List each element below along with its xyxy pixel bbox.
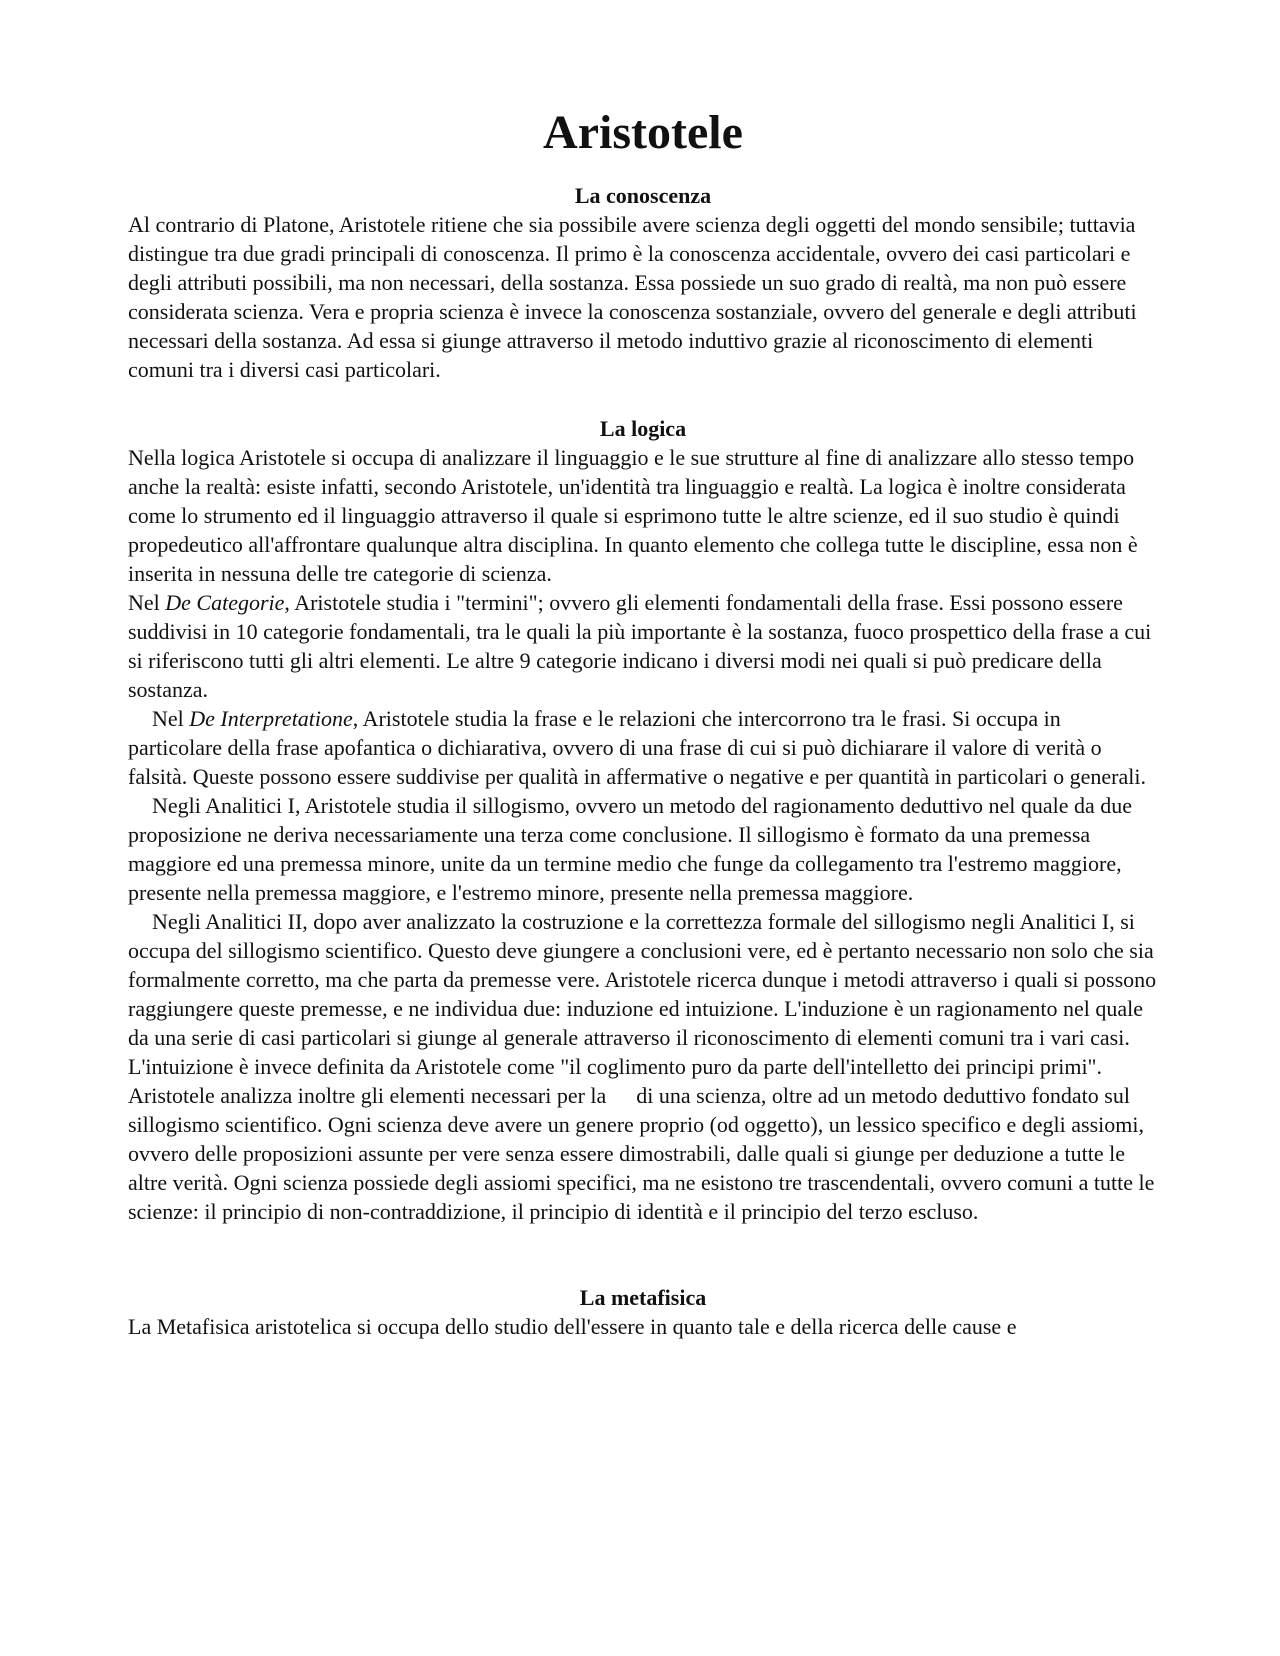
document-title: Aristotele [543,106,743,159]
work-title-de-categorie: De Categorie [165,590,285,615]
paragraph-logica-intro: Nella logica Aristotele si occupa di analizzare il linguaggio e le sue strutture al fine di analizzare allo stesso tempo anche la realtà: esiste infatti, secondo Aristotele, un'identità tra linguaggio e realtà. La logica è inoltre considerata come lo strumento ed il linguaggio attraverso il quale si esprimono tutte le altre scienze, ed il suo studio è quindi propedeutico all'affrontare qualunque altra disciplina. In quanto elemento che collega tutte le discipline, essa non è inserita in nessuna delle tre categorie di scienza. [128,445,1138,586]
paragraph-analitici-secondi [128,907,1158,1226]
document-content [128,100,1158,1341]
work-title-de-interpretatione: De Interpretatione [189,706,353,731]
section-heading-metafisica: La metafisica [579,1285,707,1310]
text-run: , Aristotele studia la frase e le relazioni che intercorrono tra le frasi. Si occupa in particolare della frase apofantica o dichiarativa, ovvero di una frase di cui si può dichiarare il valore di verità o falsità. Queste possono essere suddivise per qualità in affermative o negative e per quantità in particolari o generali. [128,706,1146,789]
paragraph-conoscenza: Al contrario di Platone, Aristotele ritiene che sia possibile avere scienza degli oggetti del mondo sensibile; tuttavia distingue tra due gradi principali di conoscenza. Il primo è la conoscenza accidentale, ovvero dei casi particolari e degli attributi possibili, ma non necessari, della sostanza. Essa possiede un suo grado di realtà, ma non può essere considerata scienza. Vera e propria scienza è invece la conoscenza sostanziale, ovvero del generale e degli attributi necessari della sostanza. Ad essa si giunge attraverso il metodo induttivo grazie al riconoscimento di elementi comuni tra i diversi casi particolari. [128,212,1137,382]
paragraph-analitici-primi: Negli Analitici I, Aristotele studia il sillogismo, ovvero un metodo del ragionamento deduttivo nel quale da due proposizione ne deriva necessariamente una terza come conclusione. Il sillogismo è formato da una premessa maggiore ed una premessa minore, unite da un termine medio che funge da collegamento tra l'estremo maggiore, presente nella premessa maggiore, e l'estremo minore, presente nella premessa maggiore. [128,793,1133,905]
section-heading-conoscenza: La conoscenza [574,183,712,208]
section-spacer [128,1226,1158,1284]
paragraph-metafisica: La Metafisica aristotelica si occupa dello studio dell'essere in quanto tale e della ricerca delle cause e [128,1314,1017,1339]
text-run: Nel [128,590,166,615]
section-heading-logica: La logica [599,416,687,441]
paragraph-de-interpretatione [128,704,1158,791]
text-run: , Aristotele studia i "termini"; ovvero gli elementi fondamentali della frase. Essi possono essere suddivisi in 10 categorie fondamentali, tra le quali la più importante è la sostanza, fuoco prospettico della frase a cui si riferiscono tutti gli altri elementi. Le altre 9 categorie indicano i diversi modi nei quali si può predicare della sostanza. [128,590,1152,702]
text-run: Nel [152,706,190,731]
text-run: Negli Analitici II, dopo aver analizzato la costruzione e la correttezza formale del sillogismo negli Analitici I, si occupa del sillogismo scientifico. Questo deve giungere a conclusioni vere, ed è pertanto necessario non solo che sia formalmente corretto, ma che parta da premesse vere. Aristotele ricerca dunque i metodi attraverso i quali si possono raggiungere queste premesse, e ne individua due: induzione ed intuizione. L'induzione è un ragionamento nel quale da una serie di casi particolari si giunge al generale attraverso il riconoscimento di elementi comuni tra i vari casi. L'intuizione è invece definita da Aristotele come "il coglimento puro da parte dell'intelletto dei principi primi". Aristotele analizza inoltre gli elementi necessari per la [128,909,1157,1108]
text-run: di una scienza, oltre ad un metodo deduttivo fondato sul sillogismo scientifico. Ogni scienza deve avere un genere proprio (od oggetto), un lessico specifico e degli assiomi, ovvero delle proposizioni assunte per vere senza essere dimostrabili, dalle quali si giunge per deduzione a tutte le altre verità. Ogni scienza possiede degli assiomi specifici, ma ne esistono tre trascendentali, ovvero comuni a tutte le scienze: il principio di non-contraddizione, il principio di identità e il principio del terzo escluso. [128,1083,1155,1224]
section-spacer [128,384,1158,415]
paragraph-de-categorie [128,588,1158,704]
